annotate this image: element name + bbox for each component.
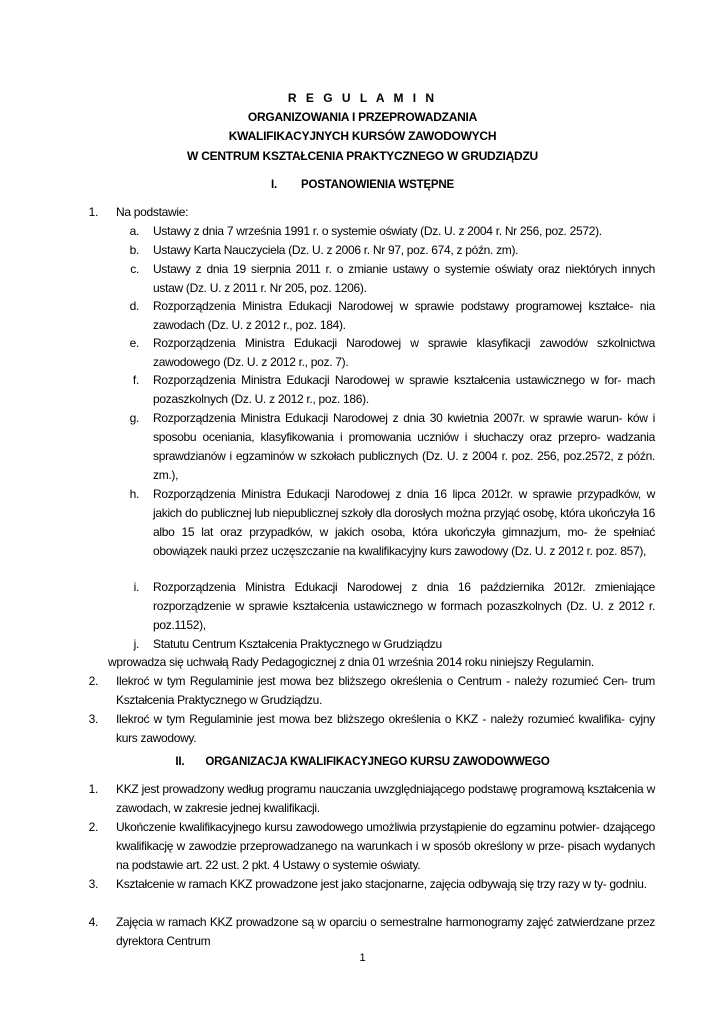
sub-item-text: Rozporządzenia Ministra Edukacji Narodowej w sprawie kształcenia ustawicznego w for- mach pozaszkolnych (Dz. U. z 2012 r., poz. 186). [153, 373, 655, 406]
sub-item-text: Rozporządzenia Ministra Edukacji Narodowej w sprawie podstawy programowej kształce- nia zawodach (Dz. U. z 2012 r., poz. 184). [153, 299, 655, 332]
item-number: 2. [88, 820, 98, 834]
sub-item-letter: g. [129, 411, 139, 425]
section-title: ORGANIZACJA KWALIFIKACYJNEGO KURSU ZAWODOWWEGO [205, 756, 550, 768]
page-number: 1 [359, 952, 366, 964]
title-regulamin: R E G U L A M I N [287, 91, 438, 105]
item-text: KKZ jest prowadzony według programu nauczania uwzględniającego podstawę programową kształcenia w zawodach, w zakresie jednej kwalifikacji. [116, 782, 655, 815]
section-number: II. [175, 756, 185, 768]
item-number: 1. [88, 782, 98, 796]
item-text: Kształcenie w ramach KKZ prowadzone jest jako stacjonarne, zajęcia odbywają się trzy razy w ty- godniu. [116, 877, 647, 891]
item-number: 4. [88, 915, 98, 929]
item-text: Ilekroć w tym Regulaminie jest mowa bez bliższego określenia o KKZ - należy rozumieć kwalifika- cyjny kurs zawodowy. [116, 712, 655, 745]
sub-item-letter: f. [132, 373, 139, 387]
sub-item-text: Statutu Centrum Kształcenia Praktycznego w Grudziądzu [153, 637, 442, 651]
sub-item-text: Ustawy z dnia 7 września 1991 r. o systemie oświaty (Dz. U. z 2004 r. Nr 256, poz. 2572). [153, 224, 602, 238]
title-line-2: ORGANIZOWANIA I PRZEPROWADZANIA [247, 110, 478, 124]
sub-item-text: Rozporządzenia Ministra Edukacji Narodowej z dnia 16 lipca 2012r. w sprawie przypadków, w jakich do publicznej lub niepublicznej szkoły dla dorosłych można przyjąć osobę, która ukończyła 16 albo 15 lat oraz przypadków, w jakich osoba, która ukończyła gimnazjum, mo- że spełniać obowiązek nauki przez uczęszczanie na kwalifikacyjny kurs zawodowy (Dz. U. z 2012 r. poz. 857), [153, 487, 655, 558]
sub-item-letter: i. [133, 580, 139, 594]
sub-item-text: Rozporządzenia Ministra Edukacji Narodowej z dnia 16 października 2012r. zmieniające rozporządzenie w sprawie kształcenia ustawicznego w formach pozaszkolnych (Dz. U. z 2012 r. poz.1152), [153, 580, 655, 632]
sub-item-letter: d. [129, 299, 139, 313]
section-number: I. [271, 179, 277, 191]
sub-item-letter: c. [130, 262, 139, 276]
item-number: 3. [88, 712, 98, 726]
item-text: Ilekroć w tym Regulaminie jest mowa bez bliższego określenia o Centrum - należy rozumieć Cen- trum Kształcenia Praktycznego w Grudziądzu. [116, 674, 655, 707]
sub-item-letter: h. [129, 487, 139, 501]
sub-item-text: Ustawy z dnia 19 sierpnia 2011 r. o zmianie ustawy o systemie oświaty oraz niektórych innych ustaw (Dz. U. z 2011 r. Nr 205, poz. 1206). [153, 262, 655, 295]
sub-item-letter: j. [133, 637, 139, 651]
item-number: 3. [88, 877, 98, 891]
sub-item-letter: a. [129, 224, 139, 238]
closing-statement: wprowadza się uchwałą Rady Pedagogicznej z dnia 01 września 2014 roku niniejszy Regulamin. [108, 655, 594, 669]
item-number: 1. [88, 205, 98, 219]
section-heading-2 [0, 753, 725, 772]
title-line-3: KWALIFIKACYJNYCH KURSÓW ZAWODOWYCH [228, 129, 497, 143]
title-line-4: W CENTRUM KSZTAŁCENIA PRAKTYCZNEGO W GRUDZIĄDZU [187, 149, 538, 163]
item-number: 2. [88, 674, 98, 688]
sub-item-letter: b. [129, 243, 139, 257]
item-text: Ukończenie kwalifikacyjnego kursu zawodowego umożliwia przystąpienie do egzaminu potwier- dzającego kwalifikację w zawodzie przeprowadzanego na warunkach i w sposób określony w prze- pisach wydanych na podstawie art. 22 ust. 2 pkt. 4 Ustawy o systemie oświaty. [116, 820, 655, 872]
item-text: Zajęcia w ramach KKZ prowadzone są w oparciu o semestralne harmonogramy zajęć zatwierdzane przez dyrektora Centrum [116, 915, 655, 948]
sub-item-letter: e. [129, 336, 139, 350]
sub-item-text: Ustawy Karta Nauczyciela (Dz. U. z 2006 r. Nr 97, poz. 674, z późn. zm). [153, 243, 519, 257]
section-title: POSTANOWIENIA WSTĘPNE [301, 179, 454, 191]
item-text: Na podstawie: [116, 205, 189, 219]
section-heading-1 [0, 176, 725, 195]
sub-item-text: Rozporządzenia Ministra Edukacji Narodowej w sprawie klasyfikacji zawodów szkolnictwa zawodowego (Dz. U. z 2012 r., poz. 7). [153, 336, 655, 369]
sub-item-text: Rozporządzenia Ministra Edukacji Narodowej z dnia 30 kwietnia 2007r. w sprawie warun- ków i sposobu oceniania, klasyfikowania i promowania uczniów i słuchaczy oraz przepro- wadzania sprawdzianów i egzaminów w szkołach publicznych (Dz. U. z 2004 r. poz. 256, poz.2572, z późn. zm.), [153, 411, 655, 482]
